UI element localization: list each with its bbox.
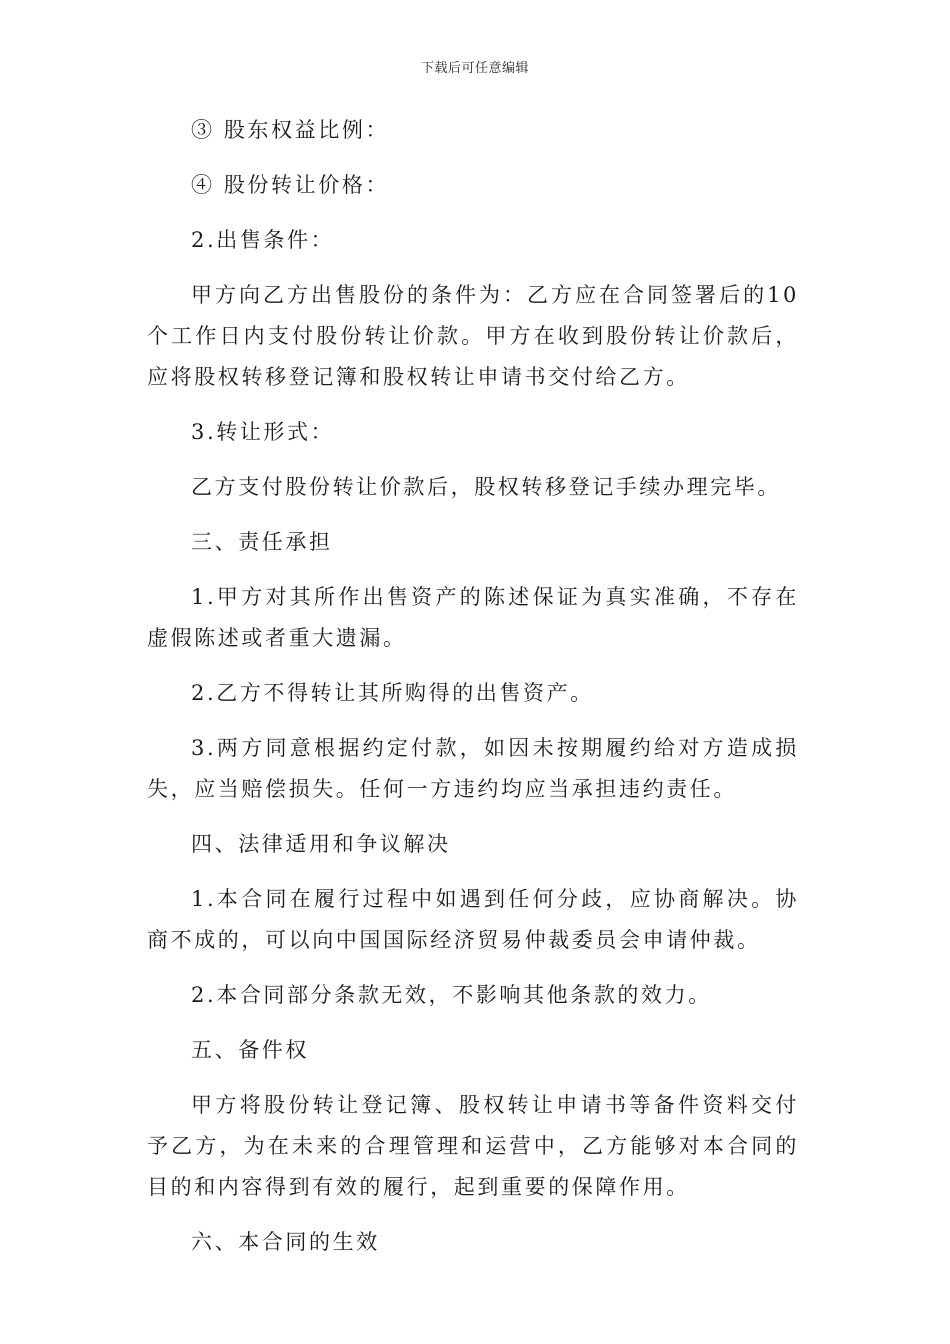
clause-documents: 甲方将股份转让登记簿、股权转让申请书等备件资料交付予乙方，为在未来的合理管理和运营中，乙方能够对本合同的目的和内容得到有效的履行，起到重要的保障作用。 [147,1093,799,1199]
document-body [147,110,799,1277]
clause-dispute-1: 1.本合同在履行过程中如遇到任何分歧，应协商解决。协商不成的，可以向中国国际经济贸易仲裁委员会申请仲裁。 [147,887,799,952]
clause-liability-2: 2.乙方不得转让其所购得的出售资产。 [191,681,594,705]
clause-transfer-form: 乙方支付股份转让价款后，股权转移登记手续办理完毕。 [191,475,781,499]
section-effectiveness-heading: 六、本合同的生效 [191,1230,380,1254]
clause-liability-1: 1.甲方对其所作出售资产的陈述保证为真实准确，不存在虚假陈述或者重大遗漏。 [147,585,799,650]
section-sale-conditions-heading: 2.出售条件： [191,228,335,252]
section-transfer-form-heading: 3.转让形式： [191,420,335,444]
section-liability-heading: 三、责任承担 [191,530,333,554]
clause-sale-conditions: 甲方向乙方出售股份的条件为：乙方应在合同签署后的10个工作日内支付股份转让价款。甲方在收到股份转让价款后，应将股权转移登记簿和股权转让申请书交付给乙方。 [147,283,799,389]
clause-share-transfer-price: ④ 股份转让价格： [191,173,390,197]
section-law-dispute-heading: 四、法律适用和争议解决 [191,832,451,856]
section-documents-heading: 五、备件权 [191,1038,309,1062]
page-header: 下载后可任意编辑 [420,61,529,76]
clause-shareholder-equity-ratio: ③ 股东权益比例： [191,118,390,142]
clause-liability-3: 3.两方同意根据约定付款，如因未按期履约给对方造成损失，应当赔偿损失。任何一方违约均应当承担违约责任。 [147,736,799,801]
clause-dispute-2: 2.本合同部分条款无效，不影响其他条款的效力。 [191,983,712,1007]
